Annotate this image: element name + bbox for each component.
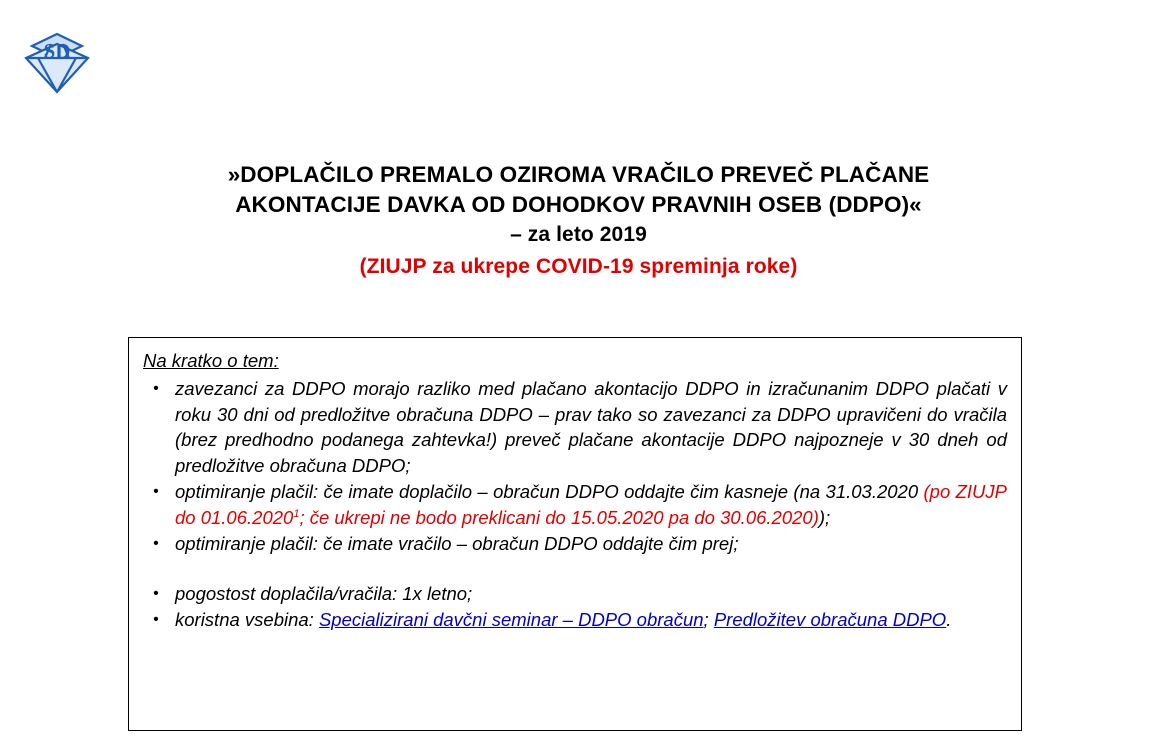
title-line-1: »DOPLAČILO PREMALO OZIROMA VRAČILO PREVEČ PLAČANE <box>227 162 930 187</box>
list-item-text-black-start: optimiranje plačil: če imate doplačilo – obračun DDPO oddajte čim kasneje (na 31.03.2020 <box>175 481 924 502</box>
title-line-2: AKONTACIJE DAVKA OD DOHODKOV PRAVNIH OSEB (DDPO)« <box>235 192 922 217</box>
page-title <box>0 160 1157 284</box>
list-item-text-red-end: ; če ukrepi ne bodo preklicani do 15.05.2020 pa do 30.06.2020) <box>299 506 819 528</box>
sd-logo <box>18 28 96 98</box>
list-item-text-prefix: koristna vsebina: <box>175 609 319 630</box>
summary-box <box>128 337 1022 731</box>
list-item-text-red-start: (po ZIUJP do 01.06.2020 <box>175 481 1007 528</box>
list-item-text-black-end: ); <box>818 506 831 528</box>
summary-list <box>143 376 1007 633</box>
list-item-text-suffix: . <box>946 609 952 630</box>
list-item <box>143 581 1007 607</box>
seminar-link[interactable]: Specializirani davčni seminar – DDPO obračun <box>318 609 704 630</box>
title-line-4: (ZIUJP za ukrepe COVID-19 spreminja roke) <box>359 255 798 278</box>
list-item-text: pogostost doplačila/vračila: 1x letno; <box>175 582 473 604</box>
list-item <box>143 376 1007 478</box>
list-item-text: zavezanci za DDPO morajo razliko med plačano akontacijo DDPO in izračunanim DDPO plačati v roku 30 dni od predložitve obračuna DDPO – prav tako so zavezanci za DDPO upravičeni do vračila (brez predhodno podanega zahtevka!) preveč plačane akontacije DDPO najpozneje v 30 dneh od predložitve obračuna DDPO; <box>175 378 1007 476</box>
title-line-3: – za leto 2019 <box>510 223 647 246</box>
submission-link[interactable]: Predložitev obračuna DDPO <box>713 609 947 630</box>
list-item-separator: ; <box>703 609 714 630</box>
list-item-text: optimiranje plačil: če imate vračilo – obračun DDPO oddajte čim prej; <box>175 533 739 554</box>
list-item <box>143 479 1007 530</box>
footnote-marker: 1 <box>293 507 300 520</box>
svg-text:SD: SD <box>43 39 71 63</box>
summary-heading: Na kratko o tem: <box>143 350 279 371</box>
list-item <box>143 607 1007 633</box>
list-item <box>143 531 1007 557</box>
